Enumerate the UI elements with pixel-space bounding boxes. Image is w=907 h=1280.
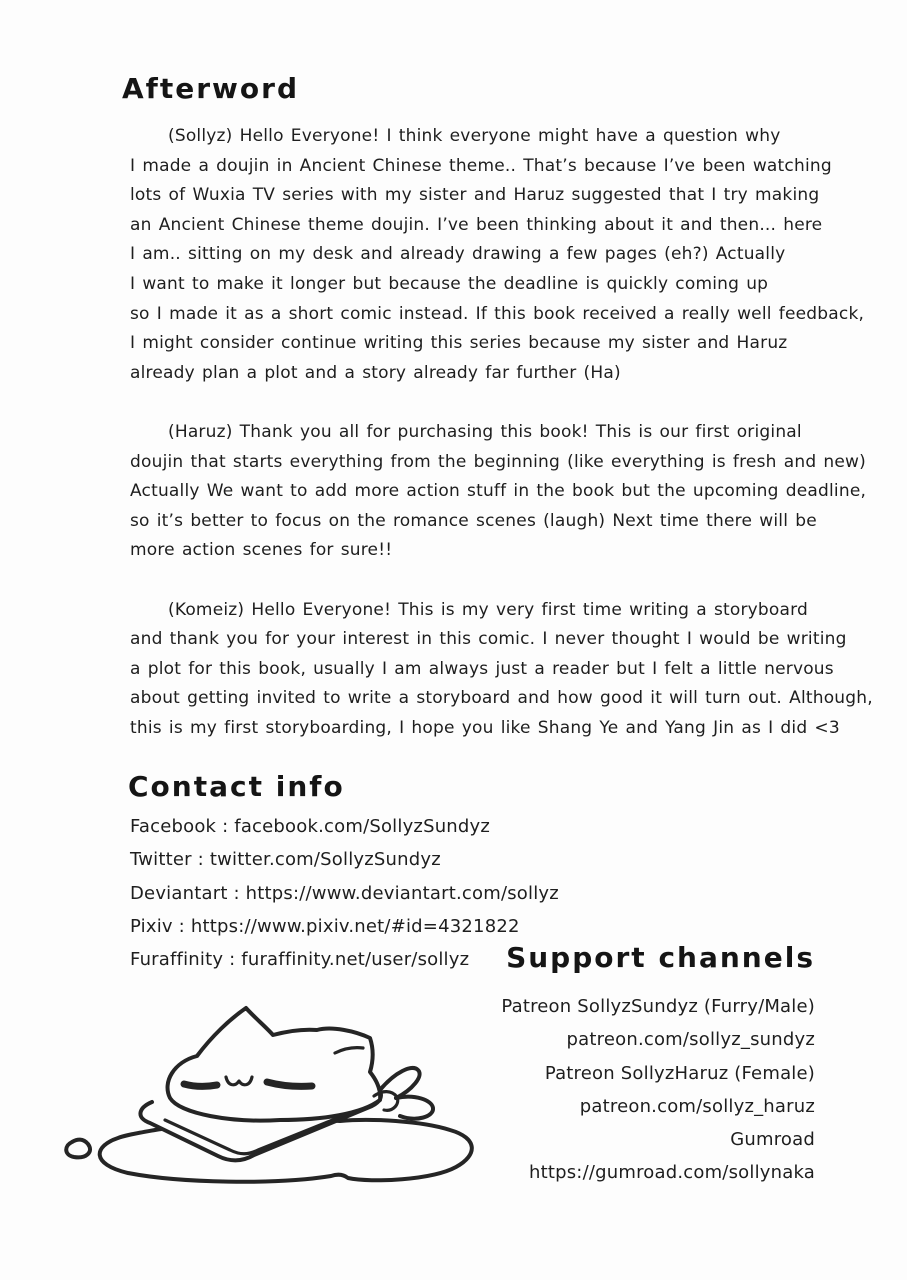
contact-info-list bbox=[130, 810, 559, 976]
support-line-patreon-sundyz-url: patreon.com/sollyz_sundyz bbox=[566, 1029, 815, 1051]
paragraph-line: and thank you for your interest in this comic. I never thought I would be writing bbox=[130, 629, 847, 650]
paragraph-line: this is my first storyboarding, I hope you like Shang Ye and Yang Jin as I did <3 bbox=[130, 717, 840, 738]
sleepy-cat-illustration bbox=[40, 990, 480, 1210]
contact-line-facebook: Facebook : facebook.com/SollyzSundyz bbox=[130, 816, 491, 837]
bandana-knot bbox=[374, 1068, 433, 1119]
contact-info-title: Contact info bbox=[128, 770, 345, 803]
paragraph-line: (Komeiz) Hello Everyone! This is my very first time writing a storyboard bbox=[168, 599, 809, 620]
contact-line-pixiv: Pixiv : https://www.pixiv.net/#id=4321822 bbox=[130, 915, 520, 937]
paragraph-line: I made a doujin in Ancient Chinese theme.. That’s because I’ve been watching bbox=[130, 155, 832, 176]
paragraph-line: I might consider continue writing this series because my sister and Haruz bbox=[130, 333, 788, 354]
cat-head bbox=[168, 1008, 381, 1121]
paragraph-line: I want to make it longer but because the deadline is quickly coming up bbox=[130, 273, 769, 294]
paragraph-line: I am.. sitting on my desk and already drawing a few pages (eh?) Actually bbox=[130, 244, 786, 265]
small-blob bbox=[66, 1140, 90, 1158]
afterword-title: Afterword bbox=[122, 72, 299, 105]
contact-line-furaffinity: Furaffinity : furaffinity.net/user/sollyz bbox=[130, 949, 470, 971]
paragraph-line: so it’s better to focus on the romance scenes (laugh) Next time there will be bbox=[130, 510, 817, 531]
contact-line-deviantart: Deviantart : https://www.deviantart.com/sollyz bbox=[130, 882, 559, 904]
paragraph-line: a plot for this book, usually I am always just a reader but I felt a little nervous bbox=[130, 658, 834, 679]
afterword-body bbox=[130, 122, 873, 743]
paragraph-komeiz bbox=[130, 596, 873, 744]
paragraph-line: more action scenes for sure!! bbox=[130, 540, 393, 561]
support-line-patreon-sundyz: Patreon SollyzSundyz (Furry/Male) bbox=[501, 996, 815, 1017]
paragraph-sollyz bbox=[130, 122, 865, 388]
paragraph-line: an Ancient Chinese theme doujin. I’ve been thinking about it and then... here bbox=[130, 214, 823, 235]
support-line-gumroad-url: https://gumroad.com/sollynaka bbox=[528, 1162, 815, 1184]
paragraph-line: (Sollyz) Hello Everyone! I think everyone might have a question why bbox=[168, 126, 781, 146]
paragraph-line: about getting invited to write a storyboard and how good it will turn out. Although, bbox=[130, 688, 873, 709]
support-channels-list bbox=[501, 990, 815, 1190]
support-line-patreon-haruz: Patreon SollyzHaruz (Female) bbox=[544, 1062, 815, 1084]
paragraph-line: doujin that starts everything from the beginning (like everything is fresh and new) bbox=[130, 451, 866, 472]
paragraph-line: already plan a plot and a story already far further (Ha) bbox=[130, 362, 621, 383]
support-channels-title: Support channels bbox=[506, 941, 815, 974]
support-line-patreon-haruz-url: patreon.com/sollyz_haruz bbox=[579, 1095, 815, 1117]
paragraph-line: so I made it as a short comic instead. If this book received a really well feedback, bbox=[130, 303, 865, 324]
paragraph-line: (Haruz) Thank you all for purchasing this book! This is our first original bbox=[168, 421, 802, 442]
paragraph-line: Actually We want to add more action stuff in the book but the upcoming deadline, bbox=[130, 481, 867, 502]
paragraph-haruz bbox=[130, 418, 867, 566]
contact-line-twitter: Twitter : twitter.com/SollyzSundyz bbox=[130, 849, 441, 871]
support-line-gumroad: Gumroad bbox=[730, 1129, 815, 1151]
paragraph-line: lots of Wuxia TV series with my sister and Haruz suggested that I try making bbox=[130, 185, 820, 206]
